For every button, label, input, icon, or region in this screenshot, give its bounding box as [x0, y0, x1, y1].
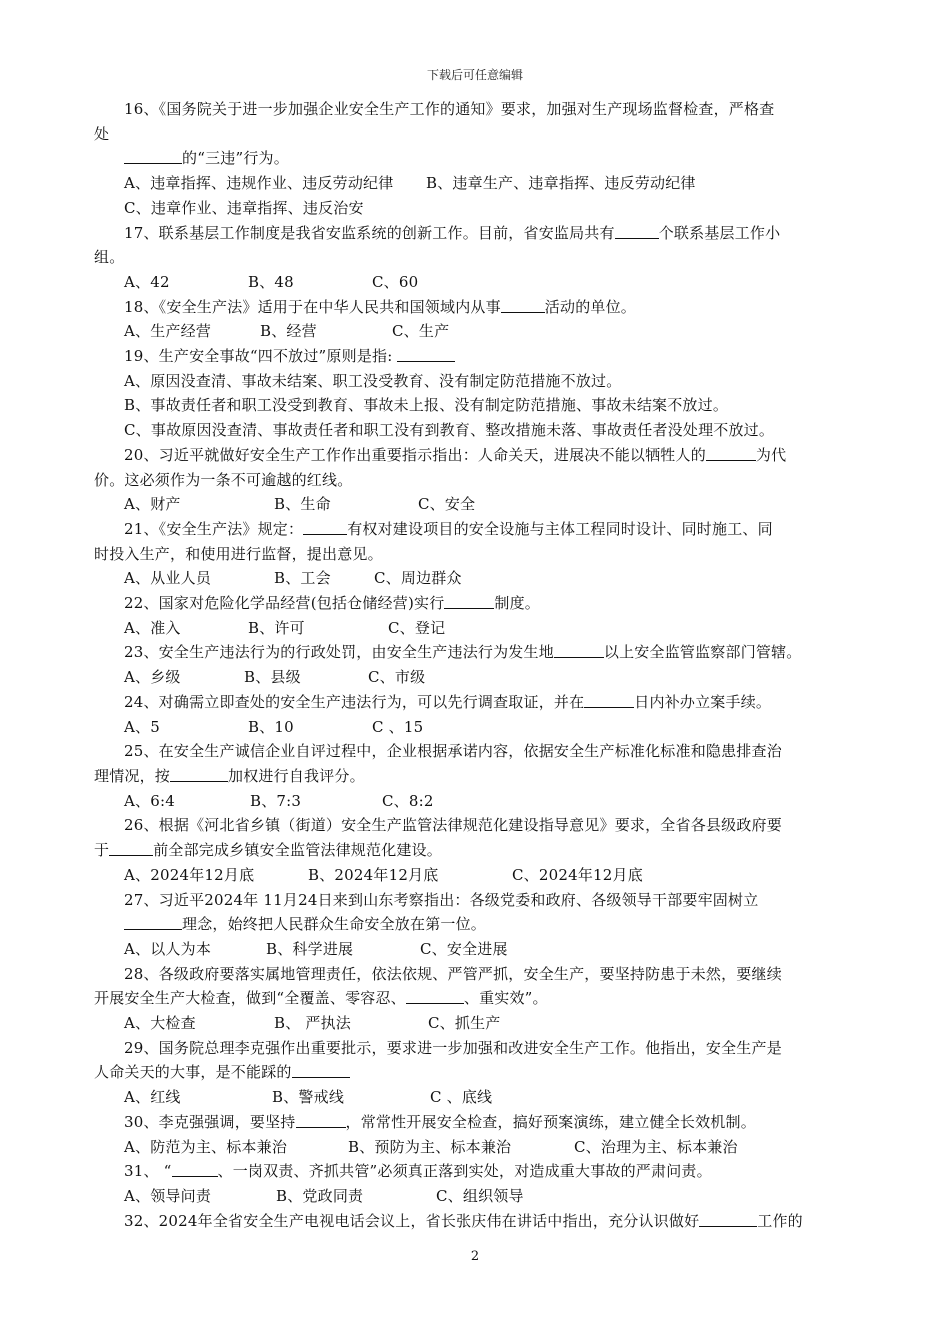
answer-blank	[109, 841, 153, 856]
options-22: A、准入 B、许可 C、登记	[124, 618, 446, 637]
answer-blank	[584, 693, 634, 708]
options-28: A、大检查 B、 严执法 C、抓生产	[124, 1014, 501, 1033]
options-27: A、以人为本 B、科学进展 C、安全进展	[124, 939, 508, 958]
question-32: 32、2024年全省安全生产电视电话会议上，省长张庆伟在讲话中指出，充分认识做好 工作的	[124, 1211, 803, 1230]
question-21: 21、《安全生产法》规定： 有权对建设项目的安全设施与主体工程同时设计、同时施工、同	[124, 519, 773, 538]
answer-blank	[554, 643, 604, 658]
answer-blank	[170, 767, 228, 782]
options-23: A、乡级 B、县级 C、市级	[124, 668, 426, 687]
answer-blank	[501, 298, 545, 313]
options-26: A、2024年12月底 B、2024年12月底 C、2024年12月底	[124, 865, 643, 884]
answer-blank	[124, 149, 182, 164]
page-number: 2	[470, 1249, 480, 1264]
question-24: 24、对确需立即查处的安全生产违法行为，可以先行调查取证，并在 日内补办立案手续。	[124, 692, 772, 711]
answer-blank	[406, 989, 464, 1004]
answer-blank	[124, 915, 182, 930]
question-26: 26、根据《河北省乡镇（街道）安全生产监管法律规范化建设指导意见》要求，全省各县级政府要	[124, 816, 782, 835]
answer-blank	[699, 1212, 757, 1227]
question-31: 31、 “ 、一岗双责、齐抓共管”必须真正落到实处，对造成重大事故的严肃问责。	[124, 1162, 712, 1181]
answer-blank	[397, 347, 455, 362]
question-27: 27、习近平2024年 11月24日来到山东考察指出：各级党委和政府、各级领导干部要牢固树立	[124, 890, 759, 909]
page-header: 下载后可任意编辑	[426, 68, 523, 82]
question-28: 28、各级政府要落实属地管理责任，依法依规、严管严抓，安全生产，要坚持防患于未然，要继续	[124, 964, 782, 983]
question-17: 17、联系基层工作制度是我省安监系统的创新工作。目前，省安监局共有 个联系基层工作小	[124, 223, 781, 242]
question-22: 22、国家对危险化学品经营(包括仓储经营)实行 制度。	[124, 594, 541, 613]
options-31: A、领导问责 B、党政同责 C、组织领导	[124, 1186, 524, 1205]
question-list: 16、《国务院关于进一步加强企业安全生产工作的通知》要求，加强对生产现场监督检查，严格查 处 的“三违”行为。 A、违章指挥、违规作业、违反劳动纪律 B、违章生产、违章指挥、违反劳动纪律 C、违章作业、违章指挥、违反治安 17、联系基层工作制度是我省安监系统的创新工作。目前，省安监局共有 个联系基层工作小 组。 A、42 B、48 C、60 18、《安全生产法》适用于在中华人民共和国领域内从事 活动的单位。 A、生产经营 B、经营 C、生产 19、生产安全事故“四不放过”原则是指: A、原因没查清、事故未结案、职工没受教育、没有制定防范措施不放过。 B、事故责任者和职工没受到教育、事故未上报、没有制定防范措施、事故未结案不放过。 C、事故原因没查清、事故责任者和职工没有到教育、整改措施未落、事故责任者没处理不放过。 20、习近平就做好安全生产工作作出重要指示指出：人命关天，进展决不能以牺牲人的 为代 价。这必须作为一条不可逾越的红线。 A、财产 B、生命 C、安全 21、《安全生产法》规定： 有权对建设项目的安全设施与主体工程同时设计、同时施工、同 时投入生产，和使用进行监督，提出意见。 A、从业人员 B、工会 C、周边群众 22、国家对危险化学品经营(包括仓储经营)实行 制度。 A、准入 B、许可 C、登记 23、安全生产违法行为的行政处罚，由安全生产违法行为发生地 以上安全监管监察部门管辖。 A、乡级 B、县级 C、市级 24、对确需立即查处的安全生产违法行为，可以先行调查取证，并在 日内补办立案手续。 A、5 B、10 C 、15 25、在安全生产诚信企业自评过程中，企业根据承诺内容，依据安全生产标准化标准和隐患排查治 理情况，按 加权进行自我评分。 A、6:4 B、7:3 C、8:2 26、根据《河北省乡镇（街道）安全生产监管法律规范化建设指导意见》要求，全省各县级政府要 于 前全部完成乡镇安全监管法律规范化建设。 A、2024年12月底 B、2024年12月底 C、2024年12月底 27、习近平2024年 11月24日来到山东考察指出：各级党委和政府、各级领导干部要牢固树立 理念，始终把人民群众生命安全放在第一位。 A、以人为本 B、科学进展 C、安全进展 28、各级政府要落实属地管理责任，依法依规、严管严抓，安全生产，要坚持防患于未然，要继续 开展安全生产大检查，做到“全覆盖、零容忍、 、重实效”。 A、大检查 B、 严执法 C、抓生产 29、国务院总理李克强作出重要批示，要求进一步加强和改进安全生产工作。他指出，安全生产是 人命关天的大事，是不能踩的 A、红线 B、警戒线 C 、底线 30、李克强强调，要坚持 ，常常性开展安全检查，搞好预案演练，建立健全长效机制。 A、防范为主、标本兼治 B、预防为主、标本兼治 C、治理为主、标本兼治 31、 “ 、一岗双责、齐抓共管”必须真正落到实处，对造成重大事故的严肃问责。 A、领导问责 B、党政同责 C、组织领导 32、2024年全省安全生产电视电话会议上，省长张庆伟在讲话中指出，充分认识做好 工作的	[94, 97, 864, 1233]
answer-blank	[706, 446, 756, 461]
options-29: A、红线 B、警戒线 C 、底线	[124, 1088, 493, 1107]
question-18: 18、《安全生产法》适用于在中华人民共和国领域内从事 活动的单位。	[124, 297, 636, 316]
options-18: A、生产经营 B、经营 C、生产	[124, 322, 450, 341]
answer-blank	[303, 520, 347, 535]
question-30: 30、李克强强调，要坚持 ，常常性开展安全检查，搞好预案演练，建立健全长效机制。	[124, 1112, 756, 1131]
question-16: 16、《国务院关于进一步加强企业安全生产工作的通知》要求，加强对生产现场监督检查，严格查	[124, 100, 775, 118]
question-20: 20、习近平就做好安全生产工作作出重要指示指出：人命关天，进展决不能以牺牲人的 为代	[124, 445, 787, 464]
options-20: A、财产 B、生命 C、安全	[124, 495, 476, 514]
answer-blank	[615, 224, 659, 239]
options-16: A、违章指挥、违规作业、违反劳动纪律 B、违章生产、违章指挥、违反劳动纪律	[124, 174, 696, 193]
options-21: A、从业人员 B、工会 C、周边群众	[124, 569, 462, 588]
answer-blank	[296, 1113, 346, 1128]
question-25: 25、在安全生产诚信企业自评过程中，企业根据承诺内容，依据安全生产标准化标准和隐患排查治	[124, 742, 782, 761]
answer-blank	[444, 594, 494, 609]
question-29: 29、国务院总理李克强作出重要批示，要求进一步加强和改进安全生产工作。他指出，安全生产是	[124, 1038, 782, 1057]
options-17: A、42 B、48 C、60	[124, 272, 419, 291]
answer-blank	[292, 1063, 350, 1078]
answer-blank	[172, 1162, 218, 1177]
options-30: A、防范为主、标本兼治 B、预防为主、标本兼治 C、治理为主、标本兼治	[124, 1137, 738, 1156]
question-23: 23、安全生产违法行为的行政处罚，由安全生产违法行为发生地 以上安全监管监察部门管辖。	[124, 643, 802, 662]
options-25: A、6:4 B、7:3 C、8:2	[124, 791, 434, 810]
question-19: 19、生产安全事故“四不放过”原则是指:	[94, 344, 864, 369]
options-24: A、5 B、10 C 、15	[124, 717, 424, 736]
